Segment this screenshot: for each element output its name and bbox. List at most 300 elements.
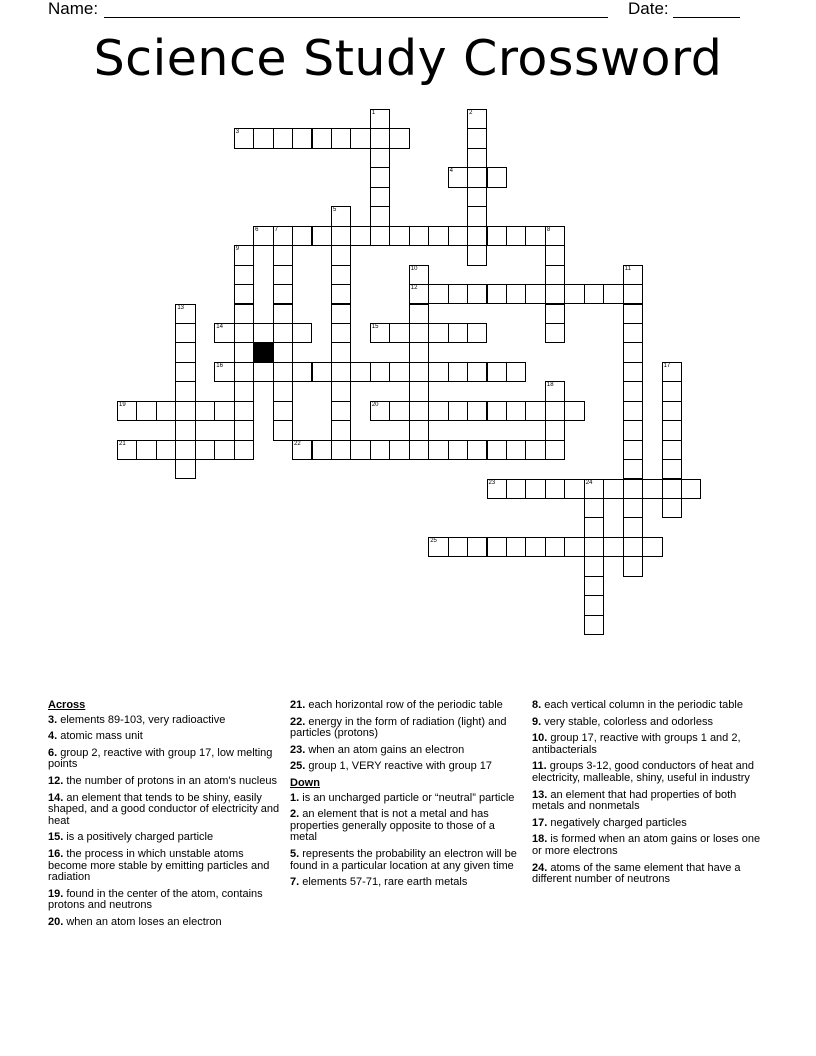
grid-cell[interactable] — [623, 459, 643, 479]
grid-cell[interactable] — [642, 537, 662, 557]
grid-cell[interactable] — [331, 323, 351, 343]
grid-cell[interactable] — [331, 265, 351, 285]
clue-item — [532, 733, 764, 756]
grid-cell[interactable] — [467, 362, 487, 382]
clue-item — [532, 863, 764, 886]
grid-cell[interactable] — [428, 362, 448, 382]
grid-cell[interactable] — [214, 440, 234, 460]
grid-cell[interactable] — [487, 440, 507, 460]
clue-text: elements 89-103, very radioactive — [57, 713, 226, 726]
grid-cell[interactable] — [603, 537, 623, 557]
grid-cell[interactable] — [409, 440, 429, 460]
grid-cell[interactable] — [545, 284, 565, 304]
grid-cell[interactable] — [409, 265, 429, 285]
clue-number: 21. — [290, 699, 306, 711]
grid-cell[interactable] — [273, 284, 293, 304]
date-label: Date: — [628, 0, 669, 18]
grid-cell[interactable] — [389, 401, 409, 421]
grid-cell[interactable] — [506, 479, 526, 499]
grid-cell[interactable] — [370, 167, 390, 187]
page-title: Science Study Crossword — [93, 30, 723, 87]
clues-column-2 — [290, 700, 522, 894]
name-label: Name: — [48, 0, 99, 18]
grid-cell[interactable] — [584, 576, 604, 596]
across-clue-list — [48, 715, 280, 929]
grid-cell[interactable] — [292, 128, 312, 148]
grid-cell[interactable] — [448, 167, 468, 187]
grid-cell[interactable] — [428, 323, 448, 343]
grid-cell[interactable] — [448, 226, 468, 246]
grid-cell[interactable] — [564, 537, 584, 557]
grid-cell[interactable] — [370, 206, 390, 226]
clue-item — [48, 849, 280, 884]
grid-cell[interactable] — [564, 479, 584, 499]
clue-text: each vertical column in the periodic table — [541, 699, 743, 711]
clue-text: group 17, reactive with groups 1 and 2, antibacterials — [532, 732, 741, 756]
grid-cell[interactable] — [136, 401, 156, 421]
grid-cell[interactable] — [331, 362, 351, 382]
grid-cell[interactable] — [234, 440, 254, 460]
clue-number: 11. — [532, 760, 547, 773]
clue-text: found in the center of the atom, contains protons and neutrons — [48, 887, 263, 912]
clue-number-label: 6 — [255, 226, 259, 233]
grid-cell[interactable] — [156, 401, 176, 421]
grid-cell[interactable] — [273, 342, 293, 362]
grid-cell[interactable] — [623, 265, 643, 285]
clue-text: an element that is not a metal and has properties generally opposite to those of a metal — [290, 808, 495, 844]
grid-cell[interactable] — [428, 226, 448, 246]
grid-cell[interactable] — [448, 537, 468, 557]
grid-cell[interactable] — [662, 381, 682, 401]
grid-cell[interactable] — [662, 459, 682, 479]
clue-text: represents the probability an electron will be found in a particular location at any given time — [290, 847, 517, 872]
grid-cell[interactable] — [273, 226, 293, 246]
grid-cell[interactable] — [370, 187, 390, 207]
grid-cell[interactable] — [467, 284, 487, 304]
clue-number: 4. — [48, 730, 58, 743]
grid-cell[interactable] — [253, 323, 273, 343]
clue-number-label: 9 — [235, 246, 240, 253]
clue-number-label: 19 — [119, 401, 126, 408]
clue-item — [48, 715, 280, 727]
clue-number-label: 21 — [119, 440, 126, 447]
grid-cell[interactable] — [525, 537, 545, 557]
clue-number: 25. — [290, 760, 306, 773]
grid-cell[interactable] — [136, 440, 156, 460]
grid-cell[interactable] — [448, 323, 468, 343]
clue-text: groups 3-12, good conductors of heat and electricity, malleable, shiny, useful in industry — [532, 760, 755, 784]
grid-cell[interactable] — [175, 381, 195, 401]
grid-cell[interactable] — [350, 440, 370, 460]
clue-number: 2. — [290, 808, 300, 821]
clue-number: 3. — [48, 713, 58, 726]
grid-cell[interactable] — [292, 226, 312, 246]
grid-cell[interactable] — [409, 342, 429, 362]
grid-cell[interactable] — [525, 401, 545, 421]
grid-cell[interactable] — [214, 323, 234, 343]
grid-cell[interactable] — [156, 440, 176, 460]
grid-cell[interactable] — [370, 109, 390, 129]
down-heading: Down — [290, 776, 320, 789]
grid-cell[interactable] — [623, 284, 643, 304]
clue-number-label: 15 — [371, 323, 379, 330]
grid-cell[interactable] — [312, 226, 332, 246]
grid-cell[interactable] — [467, 128, 487, 148]
clue-text: atoms of the same element that have a different number of neutrons — [532, 861, 741, 886]
grid-cell[interactable] — [623, 401, 643, 421]
grid-cell[interactable] — [623, 323, 643, 343]
grid-cell[interactable] — [642, 479, 662, 499]
clue-text: energy in the form of radiation (light) and particles (protons) — [290, 715, 507, 740]
grid-cell[interactable] — [370, 128, 390, 148]
grid-cell[interactable] — [506, 284, 526, 304]
grid-cell[interactable] — [312, 440, 332, 460]
grid-cell[interactable] — [487, 284, 507, 304]
grid-cell[interactable] — [545, 245, 565, 265]
grid-cell[interactable] — [234, 342, 254, 362]
grid-cell[interactable] — [506, 226, 526, 246]
grid-cell[interactable] — [273, 401, 293, 421]
grid-cell[interactable] — [584, 479, 604, 499]
grid-cell[interactable] — [234, 265, 254, 285]
clue-item — [48, 917, 280, 929]
grid-cell[interactable] — [428, 537, 448, 557]
grid-cell[interactable] — [564, 401, 584, 421]
grid-cell[interactable] — [195, 401, 215, 421]
clue-text: an element that had properties of both metals and nonmetals — [532, 788, 737, 813]
grid-cell[interactable] — [331, 226, 351, 246]
grid-cell[interactable] — [312, 128, 332, 148]
grid-cell[interactable] — [312, 362, 332, 382]
clue-text: group 2, reactive with group 17, low melting points — [48, 746, 273, 771]
clue-number-label: 2 — [469, 110, 473, 116]
grid-cell[interactable] — [195, 440, 215, 460]
grid-cell[interactable] — [234, 401, 254, 421]
grid-cell[interactable] — [448, 401, 468, 421]
grid-cell[interactable] — [409, 323, 429, 343]
grid-cell[interactable] — [389, 323, 409, 343]
grid-cell[interactable] — [175, 323, 195, 343]
clue-item — [290, 745, 522, 757]
grid-cell[interactable] — [545, 323, 565, 343]
clue-item — [532, 700, 764, 712]
grid-cell[interactable] — [253, 226, 273, 246]
grid-cell[interactable] — [428, 401, 448, 421]
grid-cell[interactable] — [467, 401, 487, 421]
grid-cell[interactable] — [545, 440, 565, 460]
clue-text: is a positively charged particle — [63, 831, 214, 844]
clue-number: 7. — [290, 876, 300, 889]
grid-cell[interactable] — [370, 362, 390, 382]
clue-item — [532, 790, 764, 813]
grid-cell[interactable] — [467, 226, 487, 246]
grid-cell[interactable] — [175, 459, 195, 479]
grid-cell[interactable] — [175, 420, 195, 440]
clue-number-label: 4 — [449, 168, 453, 175]
grid-cell[interactable] — [117, 401, 137, 421]
clue-text: each horizontal row of the periodic table — [305, 699, 503, 711]
grid-cell[interactable] — [506, 362, 526, 382]
clue-number-label: 18 — [546, 382, 554, 389]
grid-cell[interactable] — [584, 615, 604, 635]
grid-cell[interactable] — [623, 537, 643, 557]
grid-cell[interactable] — [331, 401, 351, 421]
grid-cell[interactable] — [487, 479, 507, 499]
clue-item — [48, 832, 280, 844]
clue-number-label: 1 — [371, 110, 376, 116]
grid-cell[interactable] — [389, 226, 409, 246]
grid-cell[interactable] — [331, 128, 351, 148]
grid-cell[interactable] — [331, 381, 351, 401]
grid-cell[interactable] — [623, 440, 643, 460]
grid-cell[interactable] — [525, 479, 545, 499]
grid-cell[interactable] — [370, 401, 390, 421]
grid-cell[interactable] — [506, 537, 526, 557]
grid-cell[interactable] — [331, 420, 351, 440]
grid-cell[interactable] — [487, 537, 507, 557]
grid-cell[interactable] — [234, 381, 254, 401]
grid-cell[interactable] — [234, 323, 254, 343]
clue-item — [532, 717, 764, 729]
grid-cell[interactable] — [584, 517, 604, 537]
grid-cell[interactable] — [350, 226, 370, 246]
grid-cell[interactable] — [273, 304, 293, 324]
clue-item — [48, 793, 280, 828]
grid-cell[interactable] — [117, 440, 137, 460]
clue-text: when an atom loses an electron — [63, 915, 222, 928]
grid-cell[interactable] — [273, 381, 293, 401]
clue-number-label: 24 — [585, 479, 593, 486]
grid-cell[interactable] — [370, 440, 390, 460]
grid-cell[interactable] — [175, 401, 195, 421]
clue-item — [532, 834, 764, 857]
grid-cell[interactable] — [545, 304, 565, 324]
grid-cell[interactable] — [467, 187, 487, 207]
clues-column-3 — [532, 700, 764, 891]
grid-cell[interactable] — [467, 206, 487, 226]
clue-item — [48, 748, 280, 771]
clue-item — [290, 717, 522, 740]
grid-cell[interactable] — [389, 362, 409, 382]
grid-cell[interactable] — [273, 362, 293, 382]
grid-cell[interactable] — [662, 440, 682, 460]
grid-cell[interactable] — [292, 362, 312, 382]
grid-cell[interactable] — [389, 440, 409, 460]
grid-cell[interactable] — [623, 381, 643, 401]
grid-cell[interactable] — [234, 284, 254, 304]
grid-cell[interactable] — [564, 284, 584, 304]
grid-cell[interactable] — [234, 304, 254, 324]
grid-cell[interactable] — [545, 401, 565, 421]
clue-item — [290, 700, 522, 712]
grid-cell[interactable] — [525, 284, 545, 304]
grid-cell[interactable] — [623, 517, 643, 537]
grid-cell[interactable] — [545, 537, 565, 557]
clue-number: 6. — [48, 746, 58, 759]
clue-number-label: 8 — [546, 226, 551, 233]
grid-cell[interactable] — [234, 420, 254, 440]
clue-number-label: 14 — [216, 323, 223, 330]
grid-cell[interactable] — [525, 440, 545, 460]
grid-cell[interactable] — [214, 401, 234, 421]
grid-cell[interactable] — [370, 148, 390, 168]
grid-cell[interactable] — [389, 128, 409, 148]
clue-number-label: 12 — [410, 285, 418, 292]
grid-cell[interactable] — [409, 362, 429, 382]
grid-cell[interactable] — [448, 440, 468, 460]
grid-cell[interactable] — [545, 226, 565, 246]
clue-number-label: 20 — [371, 401, 379, 408]
clue-number: 23. — [290, 743, 306, 756]
grid-cell[interactable] — [662, 362, 682, 382]
clue-number: 8. — [532, 699, 542, 711]
grid-cell[interactable] — [623, 342, 643, 362]
grid-cell[interactable] — [292, 440, 312, 460]
grid-cell[interactable] — [584, 284, 604, 304]
grid-cell[interactable] — [409, 420, 429, 440]
grid-cell[interactable] — [331, 245, 351, 265]
clue-number-label: 11 — [624, 265, 631, 272]
grid-cell[interactable] — [234, 128, 254, 148]
grid-cell[interactable] — [409, 401, 429, 421]
clue-text: group 1, VERY reactive with group 17 — [305, 760, 493, 773]
grid-cell[interactable] — [487, 401, 507, 421]
grid-cell[interactable] — [487, 226, 507, 246]
grid-cell[interactable] — [584, 537, 604, 557]
grid-cell[interactable] — [662, 401, 682, 421]
grid-cell[interactable] — [292, 323, 312, 343]
clue-number: 18. — [532, 833, 548, 846]
grid-cell[interactable] — [623, 304, 643, 324]
grid-cell[interactable] — [545, 479, 565, 499]
grid-cell[interactable] — [273, 420, 293, 440]
clue-number: 20. — [48, 915, 64, 928]
grid-cell[interactable] — [487, 167, 507, 187]
grid-cell[interactable] — [506, 440, 526, 460]
grid-cell[interactable] — [175, 304, 195, 324]
grid-cell[interactable] — [273, 323, 293, 343]
grid-cell[interactable] — [175, 362, 195, 382]
grid-cell[interactable] — [681, 479, 701, 499]
clue-item — [290, 849, 522, 872]
grid-cell[interactable] — [623, 556, 643, 576]
grid-cell[interactable] — [370, 226, 390, 246]
clue-item — [532, 761, 764, 784]
grid-cell[interactable] — [350, 362, 370, 382]
grid-cell[interactable] — [409, 304, 429, 324]
grid-cell[interactable] — [545, 381, 565, 401]
grid-cell[interactable] — [448, 284, 468, 304]
grid-cell[interactable] — [603, 284, 623, 304]
grid-cell[interactable] — [467, 323, 487, 343]
clues-column-1 — [48, 700, 280, 934]
grid-cell[interactable] — [662, 420, 682, 440]
grid-cell[interactable] — [584, 556, 604, 576]
grid-cell[interactable] — [428, 284, 448, 304]
clue-text: the process in which unstable atoms become more stable by emitting particles and radiation — [48, 847, 270, 884]
grid-cell[interactable] — [428, 440, 448, 460]
grid-cell[interactable] — [623, 362, 643, 382]
clue-number: 14. — [48, 791, 64, 804]
grid-cell[interactable] — [623, 479, 643, 499]
clue-item — [290, 761, 522, 773]
grid-cell[interactable] — [331, 304, 351, 324]
clue-number: 13. — [532, 788, 548, 801]
grid-cell[interactable] — [214, 362, 234, 382]
grid-cell[interactable] — [467, 148, 487, 168]
grid-cell[interactable] — [273, 128, 293, 148]
clue-number-label: 10 — [410, 265, 418, 272]
grid-cell[interactable] — [370, 323, 390, 343]
grid-cell[interactable] — [545, 420, 565, 440]
across-heading: Across — [48, 699, 86, 711]
grid-cell[interactable] — [273, 265, 293, 285]
grid-cell[interactable] — [331, 206, 351, 226]
clue-number: 9. — [532, 715, 542, 728]
grid-cell[interactable] — [487, 362, 507, 382]
grid-cell[interactable] — [506, 401, 526, 421]
clue-text: negatively charged particles — [547, 816, 687, 829]
grid-cell[interactable] — [253, 362, 273, 382]
clue-number-label: 25 — [430, 537, 437, 544]
clue-item — [48, 731, 280, 743]
grid-cell[interactable] — [467, 167, 487, 187]
grid-cell[interactable] — [175, 342, 195, 362]
grid-cell[interactable] — [662, 479, 682, 499]
clue-number: 12. — [48, 774, 64, 787]
grid-cell[interactable] — [409, 226, 429, 246]
grid-cell[interactable] — [331, 440, 351, 460]
grid-cell[interactable] — [467, 537, 487, 557]
grid-cell[interactable] — [662, 498, 682, 518]
clue-text: elements 57-71, rare earth metals — [299, 876, 468, 889]
clue-number-label: 23 — [488, 479, 496, 486]
grid-cell[interactable] — [331, 284, 351, 304]
clue-number: 10. — [532, 732, 548, 745]
grid-cell[interactable] — [584, 595, 604, 615]
grid-cell[interactable] — [467, 440, 487, 460]
grid-cell[interactable] — [584, 498, 604, 518]
grid-cell[interactable] — [234, 245, 254, 265]
grid-cell[interactable] — [175, 440, 195, 460]
grid-cell[interactable] — [467, 245, 487, 265]
clue-number-label: 22 — [294, 440, 301, 447]
grid-cell[interactable] — [448, 362, 468, 382]
grid-cell[interactable] — [623, 498, 643, 518]
grid-cell[interactable] — [331, 342, 351, 362]
grid-cell[interactable] — [623, 420, 643, 440]
grid-cell[interactable] — [467, 109, 487, 129]
clue-number: 1. — [290, 791, 300, 804]
grid-cell[interactable] — [409, 381, 429, 401]
grid-cell[interactable] — [273, 245, 293, 265]
clue-number-label: 17 — [663, 362, 671, 369]
down-clue-list-cont — [532, 700, 764, 886]
clue-number-label: 7 — [274, 226, 278, 233]
grid-cell[interactable] — [409, 284, 429, 304]
clue-item — [48, 889, 280, 912]
clue-number-label: 13 — [177, 304, 185, 311]
clue-item — [290, 793, 522, 805]
across-clue-list-cont — [290, 700, 522, 773]
grid-cell[interactable] — [545, 265, 565, 285]
grid-cell[interactable] — [525, 226, 545, 246]
grid-cell[interactable] — [234, 362, 254, 382]
grid-cell[interactable] — [603, 479, 623, 499]
clue-number: 15. — [48, 831, 64, 844]
grid-cell[interactable] — [350, 128, 370, 148]
grid-cell[interactable] — [253, 128, 273, 148]
